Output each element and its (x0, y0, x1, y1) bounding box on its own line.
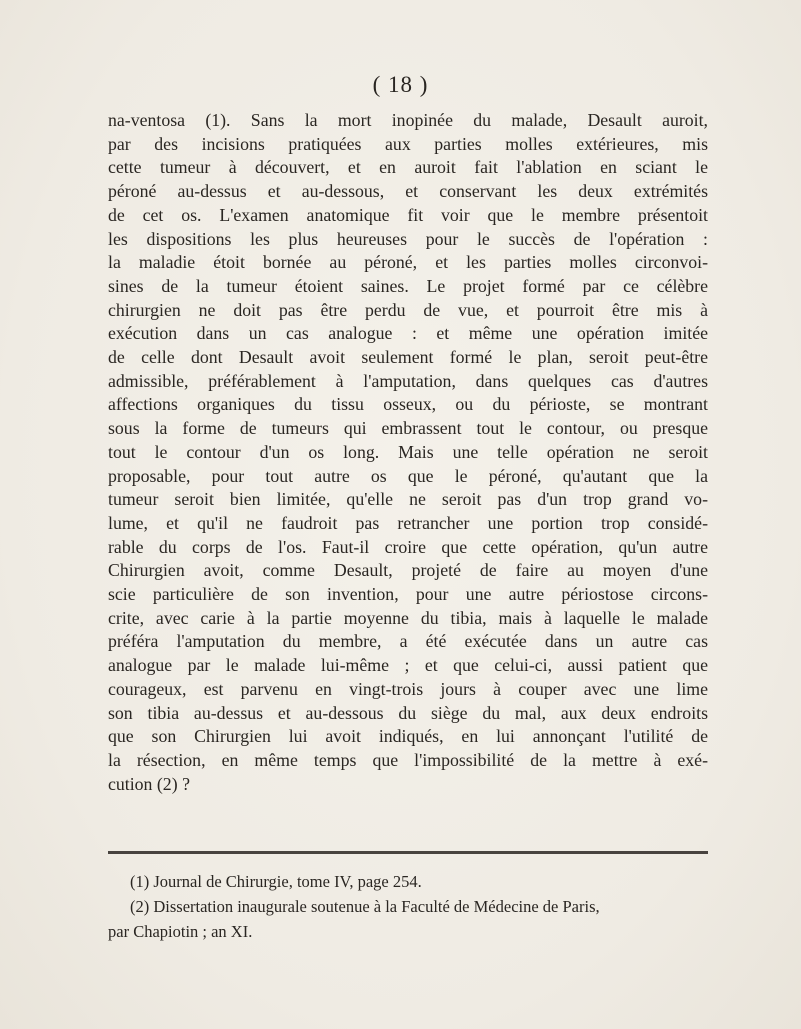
footnote-rule (108, 851, 708, 854)
text-line: par des incisions pratiquées aux parties molles extérieures, mis (108, 133, 708, 154)
text-line: chirurgien ne doit pas être perdu de vue, et pourroit être mis à (108, 299, 708, 320)
text-line: analogue par le malade lui-même ; et que celui-ci, aussi patient que (108, 655, 708, 676)
text-line: péroné au-dessus et au-dessous, et conservant les deux extrémités (108, 181, 708, 202)
text-line: admissible, préférablement à l'amputation, dans quelques cas d'autres (108, 370, 708, 391)
text-line: la maladie étoit bornée au péroné, et les parties molles circonvoi- (108, 252, 708, 273)
text-line: cette tumeur à découvert, et en auroit fait l'ablation en sciant le (108, 157, 708, 178)
text-line: que son Chirurgien lui avoit indiqués, en lui annonçant l'utilité de (108, 726, 708, 747)
text-line: de celle dont Desault avoit seulement formé le plan, seroit peut-être (108, 347, 708, 368)
footnote-2-line-1: (2) Dissertation inaugurale soutenue à la Faculté de Médecine de Paris, (130, 897, 600, 916)
text-line: rable du corps de l'os. Faut-il croire que cette opération, qu'un autre (108, 536, 708, 557)
text-line: son tibia au-dessus et au-dessous du siège du mal, aux deux endroits (108, 702, 708, 723)
footnotes (108, 869, 708, 944)
footnote-2-line-2: par Chapiotin ; an XI. (108, 922, 253, 941)
text-line: crite, avec carie à la partie moyenne du tibia, mais à laquelle le malade (108, 607, 708, 628)
text-line: Chirurgien avoit, comme Desault, projeté de faire au moyen d'une (108, 560, 708, 581)
text-line: courageux, est parvenu en vingt-trois jours à couper avec une lime (108, 678, 708, 699)
text-line: cution (2) ? (108, 773, 190, 794)
text-line: la résection, en même temps que l'impossibilité de la mettre à exé- (108, 749, 708, 770)
text-line: tout le contour d'un os long. Mais une telle opération ne seroit (108, 441, 708, 462)
text-line: exécution dans un cas analogue : et même une opération imitée (108, 323, 708, 344)
text-line: scie particulière de son invention, pour une autre périostose circons- (108, 584, 708, 605)
text-line: affections organiques du tissu osseux, ou du périoste, se montrant (108, 394, 708, 415)
text-line: de cet os. L'examen anatomique fit voir que le membre présentoit (108, 204, 708, 225)
text-line: préféra l'amputation du membre, a été exécutée dans un autre cas (108, 631, 708, 652)
text-line: na-ventosa (1). Sans la mort inopinée du malade, Desault auroit, (108, 110, 708, 130)
text-line: lume, et qu'il ne faudroit pas retrancher une portion trop considé- (108, 512, 708, 533)
text-line: sines de la tumeur étoient saines. Le projet formé par ce célèbre (108, 275, 708, 296)
text-line: sous la forme de tumeurs qui embrassent tout le contour, ou presque (108, 418, 708, 439)
text-line: proposable, pour tout autre os que le péroné, qu'autant que la (108, 465, 708, 486)
body-text (108, 109, 708, 796)
footnote-1: (1) Journal de Chirurgie, tome IV, page 254. (130, 872, 422, 891)
text-line: les dispositions les plus heureuses pour le succès de l'opération : (108, 228, 708, 249)
text-line: tumeur seroit bien limitée, qu'elle ne seroit pas d'un trop grand vo- (108, 489, 708, 510)
page-number: ( 18 ) (372, 72, 429, 97)
